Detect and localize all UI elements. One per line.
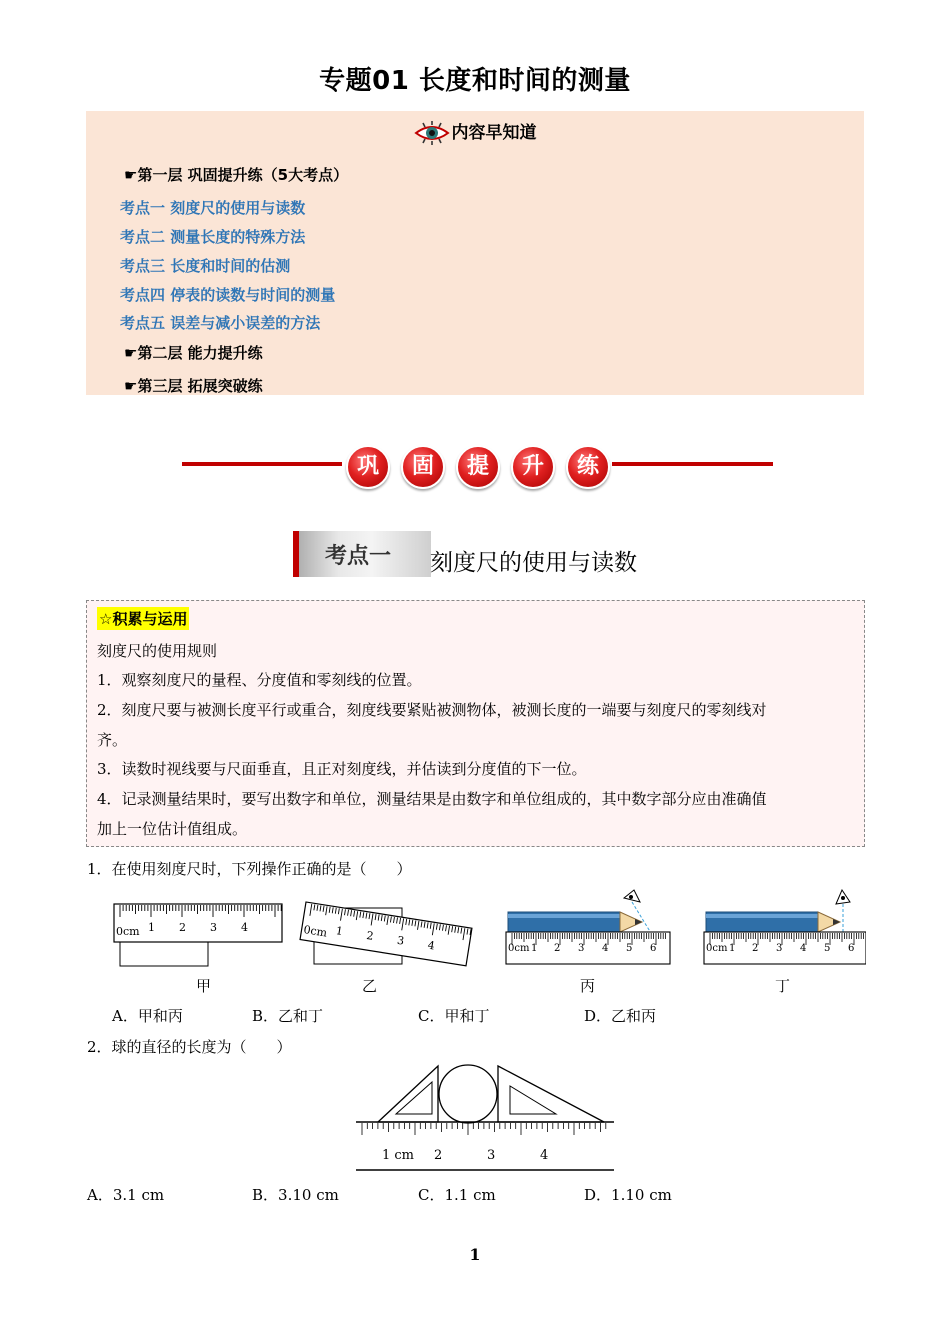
figure-bing	[502, 886, 672, 970]
caption-ding: 丁	[775, 977, 791, 995]
ball-ruler-unit: 1 cm	[382, 1148, 415, 1163]
q2-option-d[interactable]: D．1.10 cm	[584, 1186, 672, 1204]
knowledge-line-1: 刻度尺的使用规则	[97, 642, 218, 660]
ding-tick-6: 6	[848, 943, 855, 954]
toc-kaodian-3[interactable]: 考点三 长度和时间的估测	[120, 257, 291, 275]
ding-tick-3: 3	[776, 943, 783, 954]
toc-kaodian-1[interactable]: 考点一 刻度尺的使用与读数	[120, 199, 306, 217]
jia-zero-label: 0cm	[116, 925, 140, 938]
toc-layer-3[interactable]: ☛第三层 拓展突破练	[124, 377, 263, 395]
q2-option-c[interactable]: C．1.1 cm	[418, 1186, 496, 1204]
yi-tick-3: 3	[396, 933, 406, 948]
bing-tick-1: 1	[531, 943, 538, 954]
eye-icon	[414, 120, 450, 146]
section-tag-text: 考点一	[325, 544, 392, 569]
yi-tick-1: 1	[334, 924, 344, 939]
figure-jia	[110, 898, 290, 970]
q1-option-d[interactable]: D．乙和丙	[584, 1007, 657, 1025]
eye-symbol	[836, 890, 850, 904]
ball-ruler-tick-4: 4	[540, 1148, 549, 1163]
bing-tick-6: 6	[650, 943, 657, 954]
caption-yi: 乙	[362, 977, 378, 995]
section-title: 刻度尺的使用与读数	[430, 550, 637, 576]
caption-bing: 丙	[580, 977, 596, 995]
bing-tick-5: 5	[626, 943, 633, 954]
banner-char-3: 提	[456, 445, 500, 489]
jia-tick-1: 1	[148, 921, 155, 934]
toc-heading-text: 内容早知道	[451, 123, 537, 143]
knowledge-line-2: 1．观察刻度尺的量程、分度值和零刻线的位置。	[97, 671, 422, 689]
q1-option-c[interactable]: C．甲和丁	[418, 1007, 490, 1025]
toc-layer-2[interactable]: ☛第二层 能力提升练	[124, 344, 263, 362]
yi-tick-2: 2	[365, 928, 375, 943]
ding-tick-5: 5	[824, 943, 831, 954]
page-number: 1	[469, 1245, 481, 1264]
jia-tick-3: 3	[210, 921, 217, 934]
banner-char-4: 升	[511, 445, 555, 489]
caption-jia: 甲	[196, 977, 212, 995]
knowledge-line-3: 2．刻度尺要与被测长度平行或重合，刻度线要紧贴被测物体，被测长度的一端要与刻度尺的零刻线对	[97, 701, 767, 719]
knowledge-line-7: 加上一位估计值组成。	[97, 820, 248, 838]
banner-line-right	[612, 462, 773, 466]
bing-tick-4: 4	[602, 943, 609, 954]
bing-tick-2: 2	[554, 943, 561, 954]
page-title: 专题01 长度和时间的测量	[319, 66, 631, 96]
knowledge-box	[86, 600, 865, 847]
ding-zero-label: 0cm	[706, 943, 728, 954]
q2-option-a[interactable]: A．3.1 cm	[87, 1186, 165, 1204]
ding-tick-1: 1	[729, 943, 736, 954]
ding-tick-2: 2	[752, 943, 759, 954]
jia-tick-4: 4	[241, 921, 248, 934]
question-2-stem: 2．球的直径的长度为（ ）	[87, 1038, 292, 1056]
question-1-stem: 1．在使用刻度尺时，下列操作正确的是（ ）	[87, 860, 412, 878]
yi-tick-4: 4	[426, 938, 436, 953]
bing-tick-3: 3	[578, 943, 585, 954]
figure-ding	[700, 886, 866, 970]
toc-heading	[86, 118, 864, 146]
jia-tick-2: 2	[179, 921, 186, 934]
knowledge-line-5: 3．读数时视线要与尺面垂直，且正对刻度线，并估读到分度值的下一位。	[97, 760, 587, 778]
banner-char-5: 练	[566, 445, 610, 489]
figure-ball-diameter	[352, 1062, 622, 1174]
toc-kaodian-4[interactable]: 考点四 停表的读数与时间的测量	[120, 286, 336, 304]
ball-ruler-tick-2: 2	[434, 1148, 443, 1163]
section-tag	[293, 531, 431, 577]
ball-ruler-tick-3: 3	[487, 1148, 496, 1163]
banner-char-1: 巩	[346, 445, 390, 489]
q1-option-a[interactable]: A．甲和丙	[112, 1007, 183, 1025]
toc-layer-1[interactable]: ☛第一层 巩固提升练（5大考点）	[124, 166, 349, 184]
banner-line-left	[182, 462, 342, 466]
q1-option-b[interactable]: B．乙和丁	[252, 1007, 324, 1025]
eye-symbol	[624, 890, 640, 902]
q2-option-b[interactable]: B．3.10 cm	[252, 1186, 339, 1204]
yi-zero-label: 0cm	[302, 923, 328, 940]
figure-yi	[296, 898, 486, 970]
knowledge-line-6: 4．记录测量结果时，要写出数字和单位，测量结果是由数字和单位组成的，其中数字部分应由准确值	[97, 790, 767, 808]
ding-tick-4: 4	[800, 943, 807, 954]
knowledge-label: ☆积累与运用	[97, 607, 189, 630]
toc-kaodian-5[interactable]: 考点五 误差与减小误差的方法	[120, 314, 321, 332]
bing-zero-label: 0cm	[508, 943, 530, 954]
banner-char-2: 固	[401, 445, 445, 489]
knowledge-line-4: 齐。	[97, 731, 128, 749]
toc-kaodian-2[interactable]: 考点二 测量长度的特殊方法	[120, 228, 306, 246]
